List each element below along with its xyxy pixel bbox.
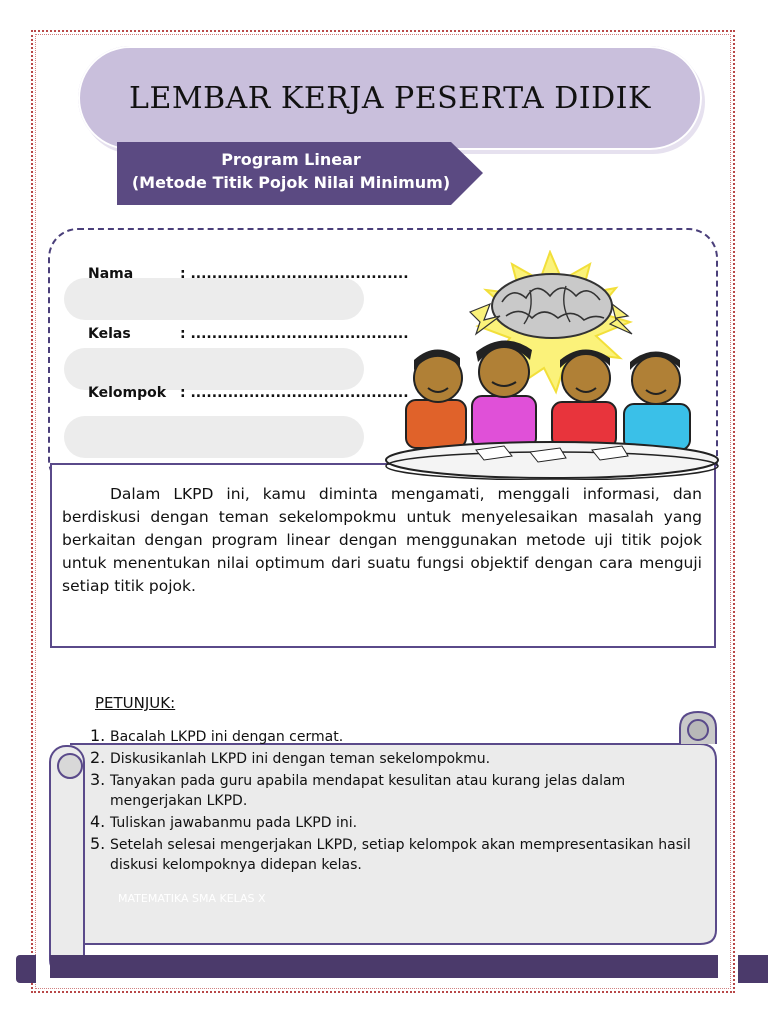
group-field (88, 385, 409, 401)
name-label: Nama (88, 266, 134, 282)
class-label: Kelas (88, 326, 131, 342)
person-1-icon (406, 349, 466, 448)
subtitle-text (117, 148, 465, 194)
instruction-number: 4. (90, 812, 106, 831)
brain-icon (492, 274, 612, 338)
instruction-text: Bacalah LKPD ini dengan cermat. (110, 729, 344, 745)
title-banner (78, 46, 702, 150)
page-title: LEMBAR KERJA PESERTA DIDIK (129, 80, 651, 116)
instruction-item (90, 813, 710, 833)
instruction-number: 3. (90, 770, 106, 789)
name-field (88, 266, 409, 282)
instruction-text: Tanyakan pada guru apabila mendapat kesulitan atau kurang jelas dalam mengerjakan LKPD. (110, 773, 626, 809)
class-dots: : ......................................... (180, 326, 409, 342)
instruction-item (90, 749, 710, 769)
petunjuk-heading: PETUNJUK: (95, 694, 176, 712)
group-label: Kelompok (88, 385, 167, 401)
instruction-item (90, 771, 710, 811)
instruction-number: 5. (90, 834, 106, 853)
instruction-item (90, 727, 710, 747)
subtitle-ribbon (117, 142, 483, 205)
class-input-pill[interactable] (64, 348, 364, 390)
instruction-text: Diskusikanlah LKPD ini dengan teman sekelompokmu. (110, 751, 491, 767)
subtitle-line2: (Metode Titik Pojok Nilai Minimum) (131, 173, 451, 192)
footer-bar-left (16, 955, 36, 983)
round-table-icon (386, 442, 718, 480)
group-discussion-illustration (380, 250, 720, 480)
intro-paragraph: Dalam LKPD ini, kamu diminta mengamati, menggali informasi, dan berdiskusi dengan teman sekelompokmu untuk menyelesaikan masalah yang berkaitan dengan program linear dengan menggunakan metode uji titik pojok untuk menentukan nilai optimum dari suatu fungsi objektif dengan cara menguji setiap titik pojok. (62, 485, 702, 595)
person-3-icon (552, 349, 616, 448)
class-field (88, 326, 409, 342)
instruction-list (90, 727, 710, 877)
group-input-pill[interactable] (64, 416, 364, 458)
name-dots: : ......................................... (180, 266, 409, 282)
subtitle-line1: Program Linear (221, 150, 361, 169)
person-4-icon (624, 351, 690, 450)
instruction-text: Tuliskan jawabanmu pada LKPD ini. (110, 815, 358, 831)
instruction-item (90, 835, 710, 875)
footer-subject-text: MATEMATIKA SMA KELAS X (118, 892, 266, 905)
group-dots: : ......................................... (180, 385, 409, 401)
name-input-pill[interactable] (64, 278, 364, 320)
footer-bar (50, 955, 718, 978)
intro-box (50, 463, 716, 648)
instruction-number: 2. (90, 748, 106, 767)
footer-bar-right (738, 955, 768, 983)
person-2-icon (472, 340, 536, 448)
instruction-number: 1. (90, 726, 106, 745)
instruction-text: Setelah selesai mengerjakan LKPD, setiap kelompok akan mempresentasikan hasil diskusi kelompoknya didepan kelas. (110, 837, 691, 873)
